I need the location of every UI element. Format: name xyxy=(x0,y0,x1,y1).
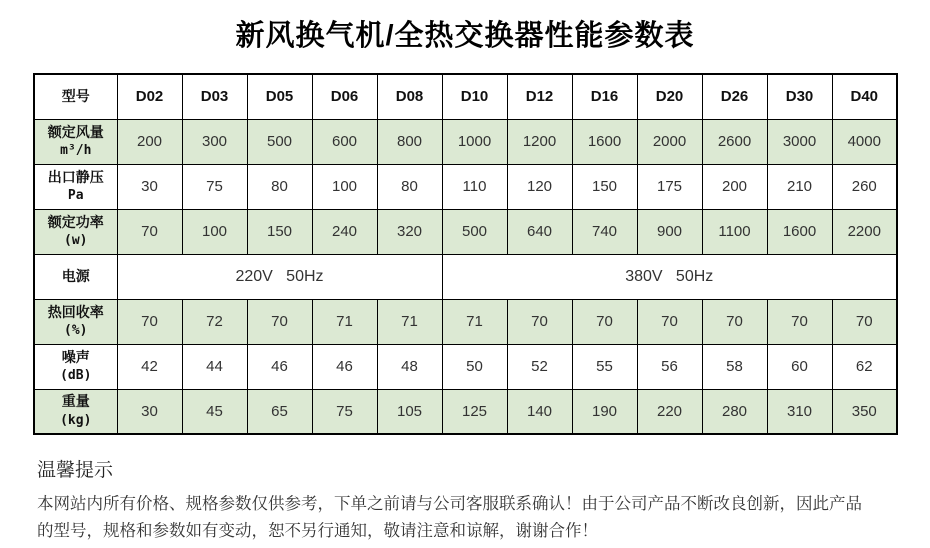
row-sublabel: Pa xyxy=(67,188,84,204)
value-cell: 56 xyxy=(637,344,702,389)
value-cell: 71 xyxy=(377,299,442,344)
row-label-cell: 电源 xyxy=(34,254,117,299)
model-header-D10: D10 xyxy=(442,74,507,119)
value-cell: 220 xyxy=(637,389,702,434)
value-cell: 72 xyxy=(182,299,247,344)
value-cell: 175 xyxy=(637,164,702,209)
value-cell: 2200 xyxy=(832,209,897,254)
value-cell: 150 xyxy=(572,164,637,209)
model-header-D06: D06 xyxy=(312,74,377,119)
model-header-D12: D12 xyxy=(507,74,572,119)
value-cell: 105 xyxy=(377,389,442,434)
power-supply-cell: 380V 50Hz xyxy=(442,254,897,299)
value-cell: 310 xyxy=(767,389,832,434)
value-cell: 600 xyxy=(312,119,377,164)
row-label-cell: 热回收率 (%) xyxy=(34,299,117,344)
value-cell: 320 xyxy=(377,209,442,254)
model-header-D20: D20 xyxy=(637,74,702,119)
value-cell: 200 xyxy=(117,119,182,164)
footer-text-line2: 的型号，规格和参数如有变动，恕不另行通知，敬请注意和谅解，谢谢合作！ xyxy=(37,522,598,540)
model-header-D05: D05 xyxy=(247,74,312,119)
row-label-cell: 额定功率 (w) xyxy=(34,209,117,254)
row-sublabel: (kg) xyxy=(60,412,92,428)
value-cell: 1100 xyxy=(702,209,767,254)
model-header-D03: D03 xyxy=(182,74,247,119)
value-cell: 71 xyxy=(442,299,507,344)
model-header-D08: D08 xyxy=(377,74,442,119)
value-cell: 140 xyxy=(507,389,572,434)
model-header-D30: D30 xyxy=(767,74,832,119)
corner-label-cell: 型号 xyxy=(34,74,117,119)
value-cell: 260 xyxy=(832,164,897,209)
value-cell: 350 xyxy=(832,389,897,434)
table-row xyxy=(34,164,897,209)
value-cell: 44 xyxy=(182,344,247,389)
value-cell: 75 xyxy=(182,164,247,209)
value-cell: 300 xyxy=(182,119,247,164)
value-cell: 75 xyxy=(312,389,377,434)
value-cell: 52 xyxy=(507,344,572,389)
value-cell: 1600 xyxy=(572,119,637,164)
value-cell: 280 xyxy=(702,389,767,434)
value-cell: 45 xyxy=(182,389,247,434)
value-cell: 4000 xyxy=(832,119,897,164)
value-cell: 125 xyxy=(442,389,507,434)
row-sublabel: (dB) xyxy=(60,368,92,384)
value-cell: 120 xyxy=(507,164,572,209)
value-cell: 210 xyxy=(767,164,832,209)
value-cell: 70 xyxy=(832,299,897,344)
row-label-cell: 出口静压 Pa xyxy=(34,164,117,209)
value-cell: 80 xyxy=(377,164,442,209)
model-header-D26: D26 xyxy=(702,74,767,119)
value-cell: 58 xyxy=(702,344,767,389)
value-cell: 2600 xyxy=(702,119,767,164)
value-cell: 55 xyxy=(572,344,637,389)
value-cell: 740 xyxy=(572,209,637,254)
value-cell: 46 xyxy=(312,344,377,389)
value-cell: 500 xyxy=(247,119,312,164)
value-cell: 48 xyxy=(377,344,442,389)
power-supply-cell: 220V 50Hz xyxy=(117,254,442,299)
value-cell: 50 xyxy=(442,344,507,389)
table-row xyxy=(34,299,897,344)
value-cell: 70 xyxy=(117,209,182,254)
value-cell: 62 xyxy=(832,344,897,389)
value-cell: 100 xyxy=(312,164,377,209)
value-cell: 70 xyxy=(767,299,832,344)
value-cell: 3000 xyxy=(767,119,832,164)
value-cell: 42 xyxy=(117,344,182,389)
row-label-cell: 噪声 (dB) xyxy=(34,344,117,389)
value-cell: 110 xyxy=(442,164,507,209)
model-header-D40: D40 xyxy=(832,74,897,119)
page-title: 新风换气机/全热交换器性能参数表 xyxy=(235,20,695,52)
value-cell: 2000 xyxy=(637,119,702,164)
model-header-D16: D16 xyxy=(572,74,637,119)
row-label-cell: 额定风量 m³/h xyxy=(34,119,117,164)
value-cell: 30 xyxy=(117,164,182,209)
spec-table xyxy=(33,73,898,435)
footer-heading: 温馨提示 xyxy=(37,460,114,481)
model-header-D02: D02 xyxy=(117,74,182,119)
table-row xyxy=(34,344,897,389)
value-cell: 65 xyxy=(247,389,312,434)
table-header-row xyxy=(34,74,897,119)
footer-note xyxy=(37,455,897,545)
row-sublabel: (w) xyxy=(64,233,88,249)
value-cell: 100 xyxy=(182,209,247,254)
value-cell: 240 xyxy=(312,209,377,254)
value-cell: 190 xyxy=(572,389,637,434)
row-sublabel: m³/h xyxy=(60,143,92,159)
value-cell: 80 xyxy=(247,164,312,209)
table-row xyxy=(34,209,897,254)
value-cell: 70 xyxy=(702,299,767,344)
value-cell: 150 xyxy=(247,209,312,254)
value-cell: 70 xyxy=(637,299,702,344)
row-label-cell: 重量 (kg) xyxy=(34,389,117,434)
value-cell: 1200 xyxy=(507,119,572,164)
value-cell: 30 xyxy=(117,389,182,434)
table-row xyxy=(34,254,897,299)
value-cell: 70 xyxy=(117,299,182,344)
value-cell: 640 xyxy=(507,209,572,254)
value-cell: 60 xyxy=(767,344,832,389)
spec-table-body xyxy=(34,74,897,434)
footer-text-line1: 本网站内所有价格、规格参数仅供参考，下单之前请与公司客服联系确认！由于公司产品不断改良创新，因此产品 xyxy=(37,495,862,513)
value-cell: 1000 xyxy=(442,119,507,164)
value-cell: 70 xyxy=(507,299,572,344)
value-cell: 46 xyxy=(247,344,312,389)
value-cell: 200 xyxy=(702,164,767,209)
row-sublabel: (%) xyxy=(64,323,88,339)
value-cell: 900 xyxy=(637,209,702,254)
value-cell: 70 xyxy=(247,299,312,344)
value-cell: 1600 xyxy=(767,209,832,254)
value-cell: 500 xyxy=(442,209,507,254)
table-row xyxy=(34,119,897,164)
table-row xyxy=(34,389,897,434)
value-cell: 800 xyxy=(377,119,442,164)
value-cell: 70 xyxy=(572,299,637,344)
value-cell: 71 xyxy=(312,299,377,344)
